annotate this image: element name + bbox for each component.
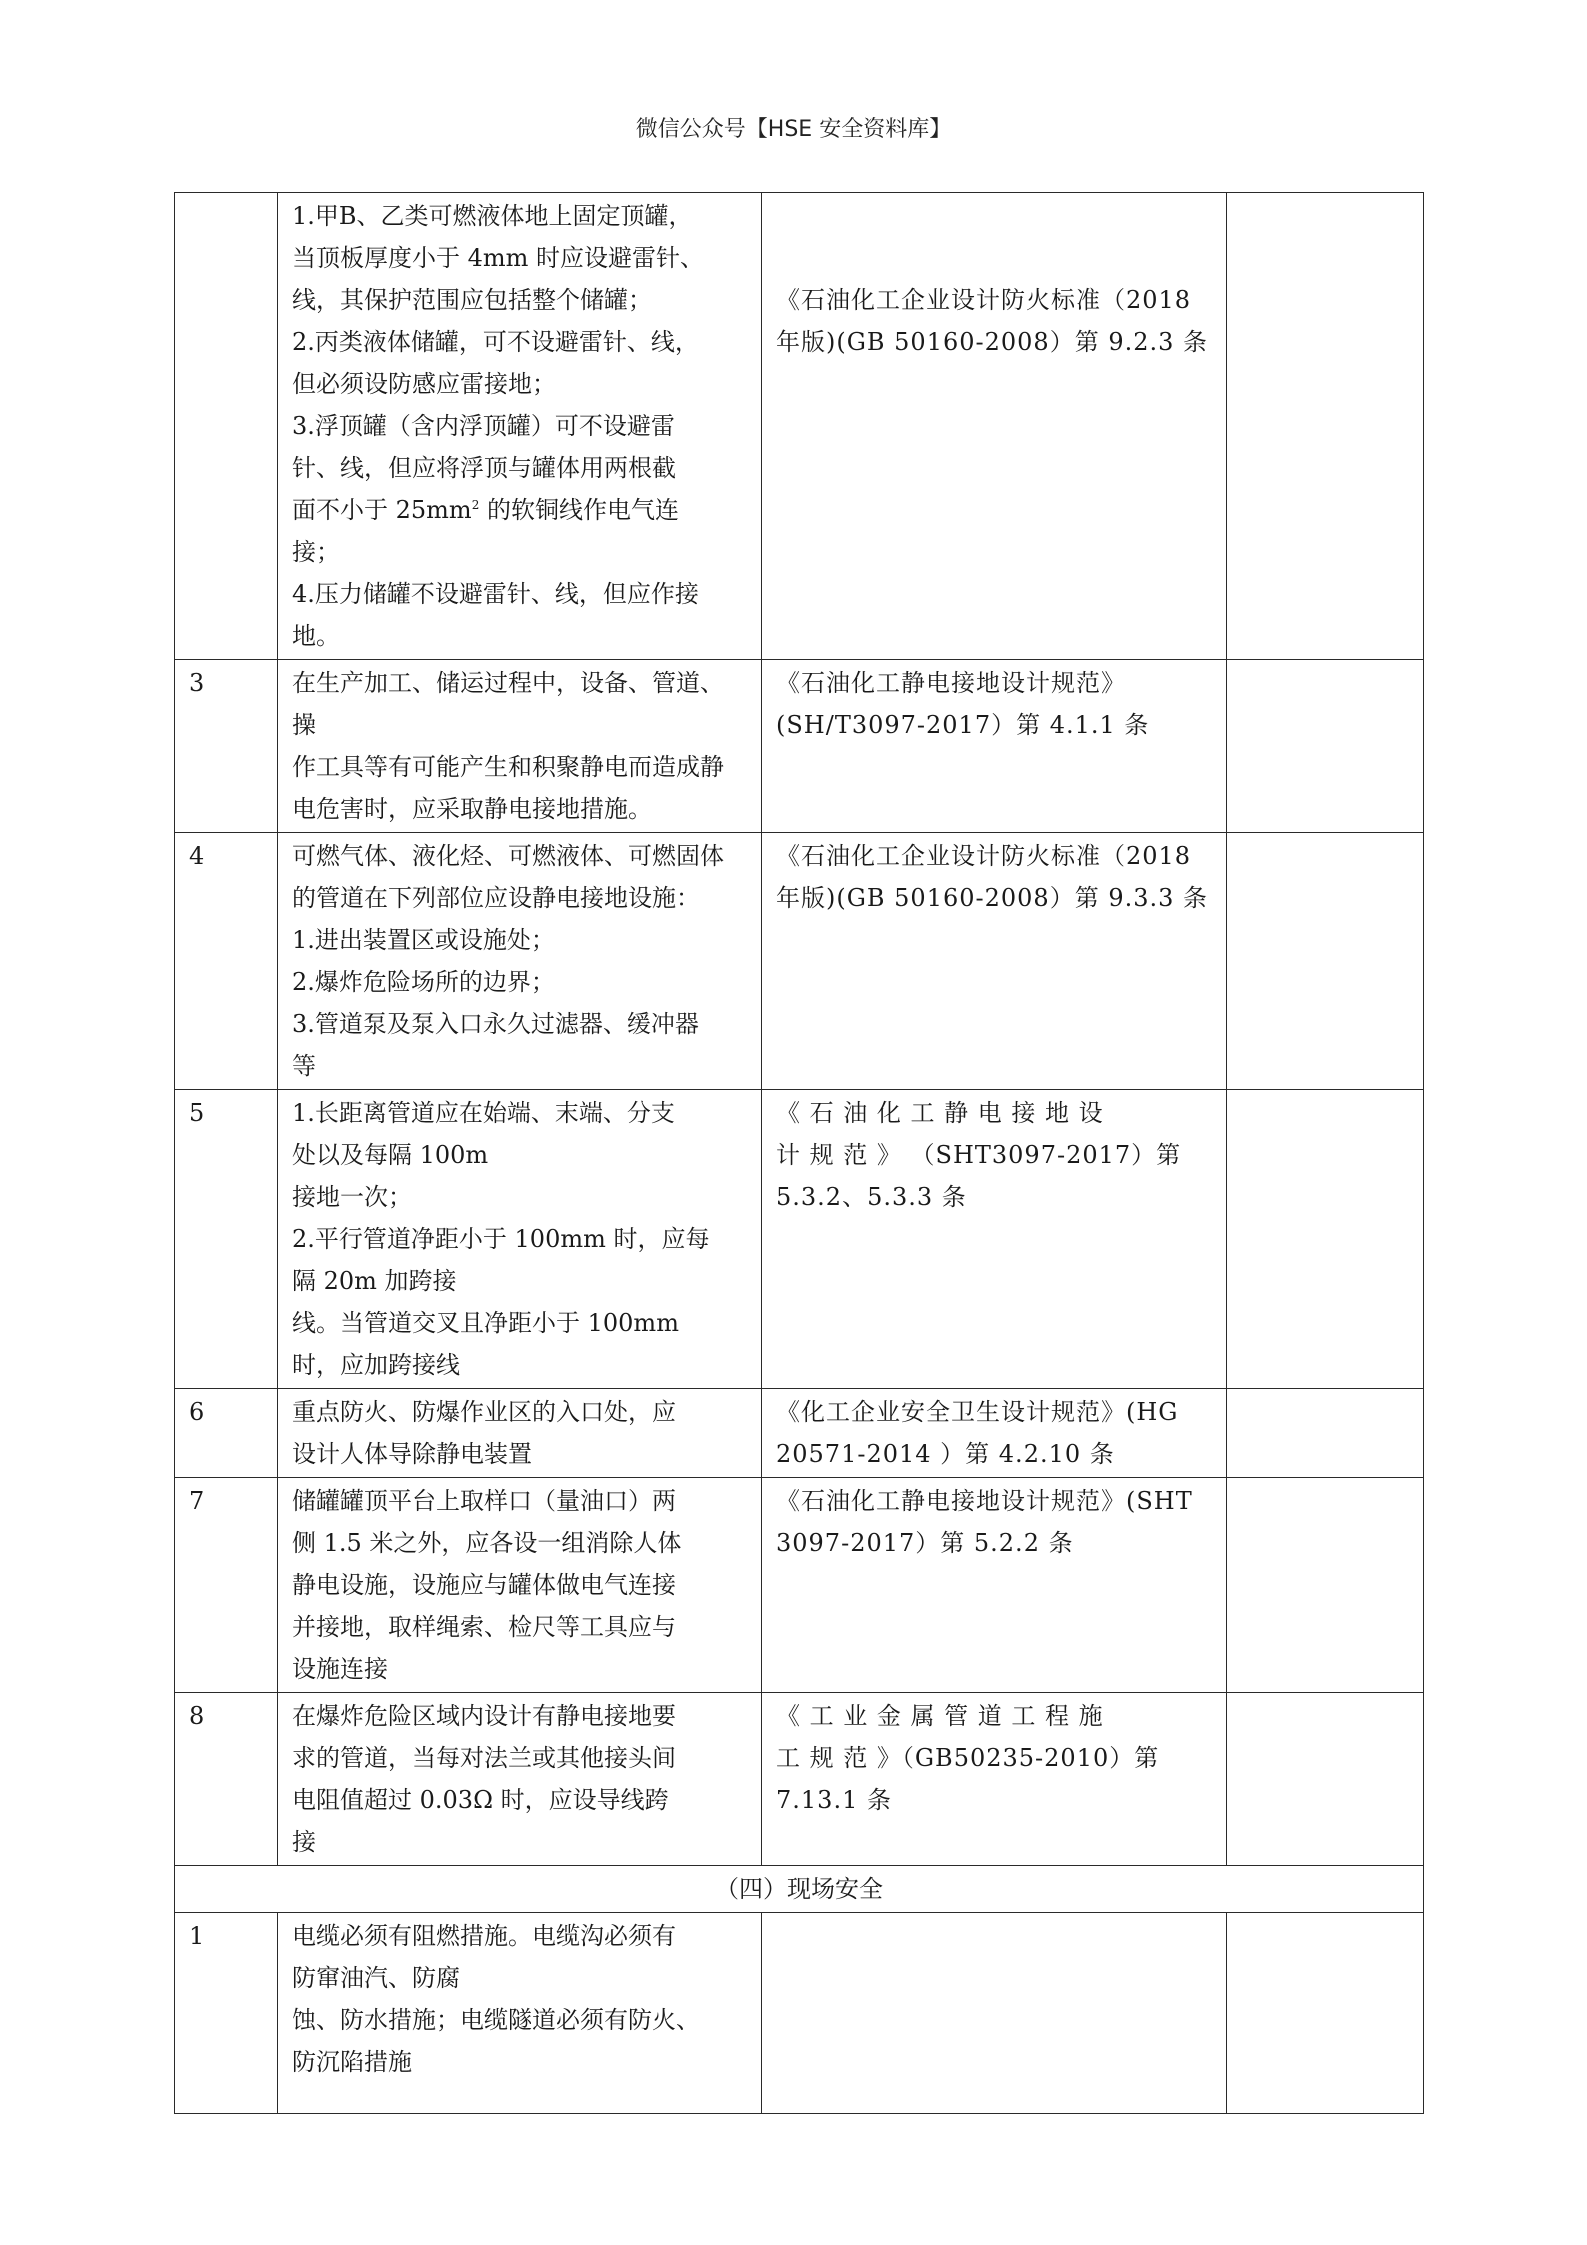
standard-reference [762, 1090, 1227, 1389]
remarks-cell [1227, 1693, 1424, 1866]
requirement-text-line: 面不小于 $25mm^2$ 的软铜线作电气连 [292, 496, 679, 524]
standard-reference [762, 1693, 1227, 1866]
standard-reference-line [776, 195, 1212, 237]
table-row [175, 1693, 1424, 1866]
item-number: 1 [175, 1913, 278, 2114]
requirement-text-line: 时，应加跨接线 [292, 1351, 460, 1379]
standard-reference-line: 《石油化工企业设计防火标准（2018 [776, 286, 1192, 314]
requirement-text-line: 可燃气体、液化烃、可燃液体、可燃固体 [292, 842, 724, 870]
page-header: 微信公众号【HSE 安全资料库】 [635, 117, 952, 142]
item-number: 6 [175, 1389, 278, 1478]
requirement-text-line: 在爆炸危险区域内设计有静电接地要 [292, 1702, 676, 1730]
standard-reference-line: 20571-2014 ）第 4.2.10 条 [776, 1440, 1115, 1468]
requirement-text-line: 重点防火、防爆作业区的入口处，应 [292, 1398, 676, 1426]
requirement-text-line: 3.浮顶罐（含内浮顶罐）可不设避雷 [292, 412, 675, 440]
standard-reference-line: 年版)(GB 50160-2008）第 9.3.3 条 [776, 884, 1209, 912]
requirement-text-line: 处以及每隔 100m [292, 1141, 489, 1169]
requirement-text-line: 3.管道泵及泵入口永久过滤器、缓冲器 [292, 1010, 699, 1038]
requirement-text-line: 防沉陷措施 [292, 2048, 412, 2076]
requirement-text-line: 当顶板厚度小于 4mm 时应设避雷针、 [292, 244, 705, 272]
requirement-text-line: 接 [292, 1828, 316, 1856]
requirement-text-line: 储罐罐顶平台上取样口（量油口）两 [292, 1487, 676, 1515]
requirement-text-line: 的管道在下列部位应设静电接地设施： [292, 884, 700, 912]
remarks-cell [1227, 1478, 1424, 1693]
requirement-text [278, 1913, 762, 2114]
standard-reference-line: 《石油化工企业设计防火标准（2018 [776, 842, 1192, 870]
requirement-text-line: 接； [292, 538, 340, 566]
requirement-text-line: 蚀、防水措施；电缆隧道必须有防火、 [292, 2006, 700, 2034]
standard-reference-line: 工 规 范 》（GB50235-2010）第 [776, 1744, 1160, 1772]
requirement-text-line: 2.丙类液体储罐，可不设避雷针、线， [292, 328, 699, 356]
table-row [175, 1478, 1424, 1693]
remarks-cell [1227, 833, 1424, 1090]
requirement-text-line: 静电设施，设施应与罐体做电气连接 [292, 1571, 676, 1599]
requirement-text-line: 设施连接 [292, 1655, 388, 1683]
standard-reference [762, 193, 1227, 660]
requirement-text-line: 作工具等有可能产生和积聚静电而造成静 [292, 753, 724, 781]
standard-reference-line [776, 237, 1212, 279]
requirement-text-line: 1.甲B、乙类可燃液体地上固定顶罐， [292, 202, 693, 230]
requirement-text-line: 并接地，取样绳索、检尺等工具应与 [292, 1613, 676, 1641]
requirement-text [278, 1478, 762, 1693]
standard-reference-line: (SH/T3097-2017）第 4.1.1 条 [776, 711, 1150, 739]
requirement-text-line: 电缆必须有阻燃措施。电缆沟必须有 [292, 1922, 676, 1950]
section-title: （四）现场安全 [175, 1866, 1424, 1913]
requirement-text [278, 1693, 762, 1866]
item-number: 8 [175, 1693, 278, 1866]
standard-reference-line: 《石油化工静电接地设计规范》 [776, 669, 1126, 697]
item-number: 5 [175, 1090, 278, 1389]
remarks-cell [1227, 1389, 1424, 1478]
standard-reference [762, 660, 1227, 833]
remarks-cell [1227, 1090, 1424, 1389]
requirements-table [174, 192, 1424, 2114]
standard-reference [762, 1913, 1227, 2114]
standard-reference-line: 《 工 业 金 属 管 道 工 程 施 [776, 1702, 1104, 1730]
requirement-text [278, 193, 762, 660]
table-row [175, 1913, 1424, 2114]
requirement-text-line: 针、线，但应将浮顶与罐体用两根截 [292, 454, 676, 482]
requirement-text-line: 2.平行管道净距小于 100mm 时，应每 [292, 1225, 710, 1253]
standard-reference-line: 5.3.2、5.3.3 条 [776, 1183, 967, 1211]
requirement-text [278, 1389, 762, 1478]
item-number: 7 [175, 1478, 278, 1693]
item-number: 3 [175, 660, 278, 833]
table-row [175, 833, 1424, 1090]
remarks-cell [1227, 660, 1424, 833]
table-row [175, 1389, 1424, 1478]
standard-reference [762, 833, 1227, 1090]
remarks-cell [1227, 1913, 1424, 2114]
requirement-text-line: 2.爆炸危险场所的边界； [292, 968, 555, 996]
requirement-text-line: 在生产加工、储运过程中，设备、管道、操 [292, 669, 724, 739]
requirement-text-line: 侧 1.5 米之外，应各设一组消除人体 [292, 1529, 682, 1557]
standard-reference-line: 《 石 油 化 工 静 电 接 地 设 [776, 1099, 1104, 1127]
standard-reference-line: 《化工企业安全卫生设计规范》(HG [776, 1398, 1179, 1426]
standard-reference-line: 年版)(GB 50160-2008）第 9.2.3 条 [776, 328, 1209, 356]
table-row [175, 1090, 1424, 1389]
requirement-text [278, 1090, 762, 1389]
standard-reference [762, 1478, 1227, 1693]
requirement-text-line: 隔 20m 加跨接 [292, 1267, 457, 1295]
requirement-text [278, 660, 762, 833]
table-row [175, 193, 1424, 660]
item-number: 4 [175, 833, 278, 1090]
requirement-text-line: 求的管道，当每对法兰或其他接头间 [292, 1744, 676, 1772]
requirement-text-line: 电危害时，应采取静电接地措施。 [292, 795, 652, 823]
table-row [175, 660, 1424, 833]
requirement-text-line: 4.压力储罐不设避雷针、线，但应作接 [292, 580, 699, 608]
requirement-text-line: 防窜油汽、防腐 [292, 1964, 460, 1992]
standard-reference-line: 3097-2017）第 5.2.2 条 [776, 1529, 1074, 1557]
requirement-text-line: 地。 [292, 622, 340, 650]
requirement-text-line: 线，其保护范围应包括整个储罐； [292, 286, 652, 314]
requirement-text-line: 设计人体导除静电装置 [292, 1440, 532, 1468]
requirement-text [278, 833, 762, 1090]
requirement-text-line: 1.长距离管道应在始端、末端、分支 [292, 1099, 675, 1127]
standard-reference [762, 1389, 1227, 1478]
item-number [175, 193, 278, 660]
standard-reference-line: 7.13.1 条 [776, 1786, 892, 1814]
requirement-text-line: 线。当管道交叉且净距小于 100mm [292, 1309, 679, 1337]
requirement-text-line: 电阻值超过 0.03Ω 时，应设导线跨 [292, 1786, 669, 1814]
requirement-text-line: 接地一次； [292, 1183, 412, 1211]
remarks-cell [1227, 193, 1424, 660]
section-row [175, 1866, 1424, 1913]
standard-reference-line: 《石油化工静电接地设计规范》(SHT [776, 1487, 1193, 1515]
standard-reference-line: 计 规 范 》 （SHT3097-2017）第 [776, 1141, 1182, 1169]
requirement-text-line: 等 [292, 1052, 316, 1080]
requirement-text-line: 1.进出装置区或设施处； [292, 926, 555, 954]
requirement-text-line: 但必须设防感应雷接地； [292, 370, 556, 398]
